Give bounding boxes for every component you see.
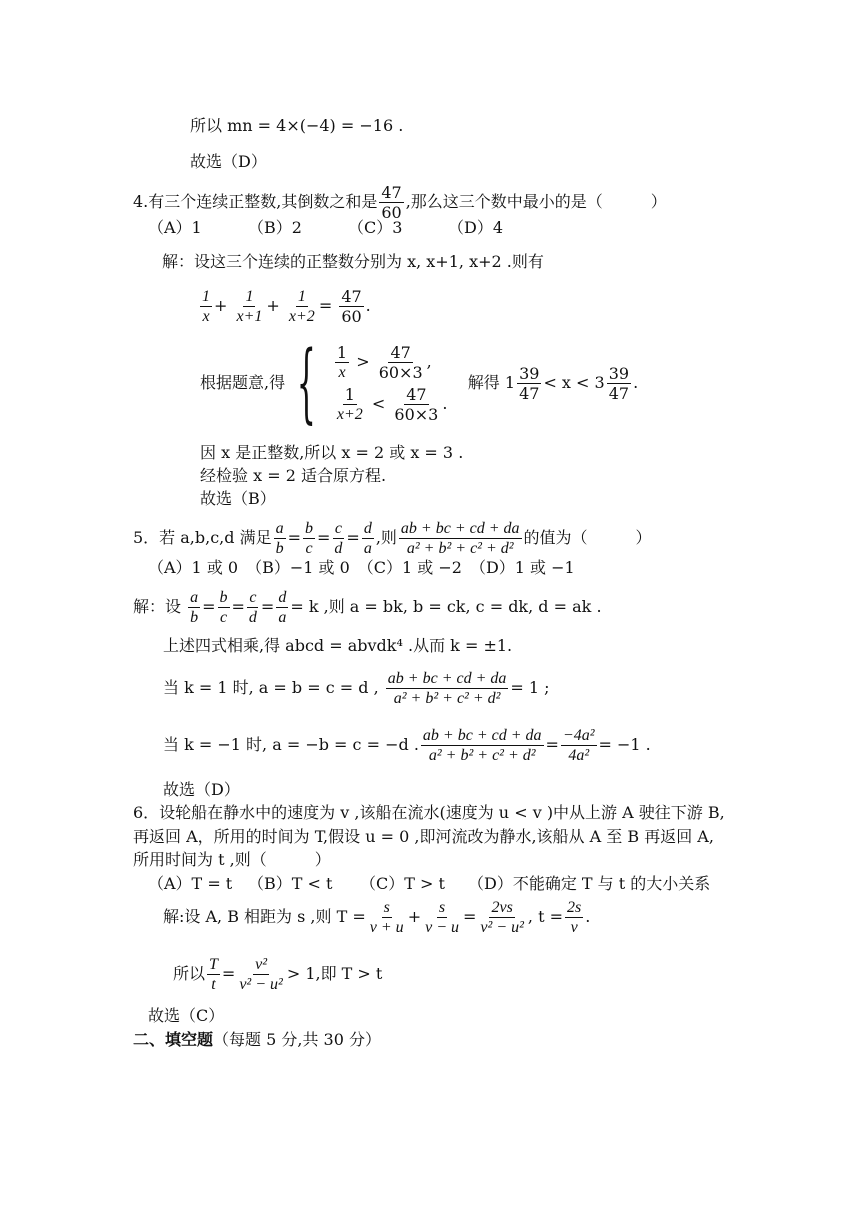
question-4-stem: 4.有三个连续正整数,其倒数之和是 $\frac{47}{60}$ ,那么这三个数中最小的是（ ） [133,183,667,222]
option-b: （B）T < t [248,874,333,893]
question-6-line-3: 所用时间为 t ,则（ ） [133,850,331,869]
solution-set-k: 解：设 $\frac{a}{b}$ = $\frac{b}{c}$ = $\frac{c}{d}$ = $\frac{d}{a}$ = k ,则 a = bk, b = ck, c = dk, d = ak . [133,589,602,626]
case-k-1: 当 k = 1 时, a = b = c = d , $\frac{ab + bc + cd + da}{\text{a² + b² + c² + d²}}$ = 1 ; [163,670,550,707]
option-c: （C）T > t [360,874,445,893]
ratio-line: 所以 $\frac{T}{t}$ = $\frac{\text{v²}}{\text{v² − u²}}$ > 1,即 T > t [173,956,383,993]
answer-line: 故选（C） [148,1006,225,1025]
integer-line: 因 x 是正整数,所以 x = 2 或 x = 3 . [200,443,464,462]
option-d: （D）4 [448,218,504,237]
section-title: 二、填空题 [133,1030,214,1049]
answer-line: 故选（B） [200,489,276,508]
question-6-line-2: 再返回 A，所用的时间为 T,假设 u = 0 ,即河流改为静水,该船从 A 至 B 再返回 A, [133,827,714,846]
option-c: （C）3 [348,218,403,237]
solution-time-equation: 解:设 A, B 相距为 s ,则 T = $\frac{s}{v + u}$ + $\frac{s}{v - u}$ = $\frac{2vs}{\text{v² − u²}}$ , t = $\frac{2s}{v}$ . [163,899,591,936]
solution-intro: 解：设这三个连续的正整数分别为 x, x+1, x+2 .则有 [162,252,544,271]
question-6-line-1: 6．设轮船在静水中的速度为 v ,该船在流水(速度为 u < v )中从上游 A 驶往下游 B, [133,803,725,822]
question-5-stem: 5．若 a,b,c,d 满足 $\frac{a}{b}$ = $\frac{b}{c}$ = $\frac{c}{d}$ = $\frac{d}{a}$ ,则 $\frac{ab + bc + cd + da}{\text{a² + b² + c² + d²}}$ 的值为（ ） [133,520,652,557]
multiply-line: 上述四式相乘,得 abcd = abvdk⁴ .从而 k = ±1. [163,636,513,655]
answer-line: 故选（D） [190,152,267,171]
case-k-minus-1: 当 k = −1 时, a = −b = c = −d . $\frac{ab + bc + cd + da}{\text{a² + b² + c² + d²}}$ = $\frac{\text{−4a²}}{\text{4a²}}$ = −1 . [163,727,651,764]
options-line: （A）1 或 0 （B）−1 或 0 （C）1 或 −2 （D）1 或 −1 [148,558,575,577]
option-d: （D）不能确定 T 与 t 的大小关系 [468,874,711,893]
inequality-system: 根据题意,得 { $\frac{1}{x}$ > $\frac{47}{60\times 3}$ , $\frac{1}{x+2}$ < $\frac{47}{60\times 3}$ . 解得 1 $\frac{39}{47}$ < x < 3 $\frac{39}{47}$ . [200,333,639,433]
option-a: （A）T = t [148,874,233,893]
section-note: （每题 5 分,共 30 分） [213,1030,381,1049]
option-a: （A）1 [148,218,202,237]
option-b: （B）2 [248,218,302,237]
equation-reciprocal-sum: $\frac{1}{x}$ + $\frac{1}{x+1}$ + $\frac{1}{x+2}$ = $\frac{47}{60}$ . [202,287,371,326]
check-line: 经检验 x = 2 适合原方程. [200,466,387,485]
section-heading [133,1030,381,1050]
solution-line: 所以 mn = 4×(−4) = −16 . [190,116,404,135]
answer-line: 故选（D） [163,780,240,799]
